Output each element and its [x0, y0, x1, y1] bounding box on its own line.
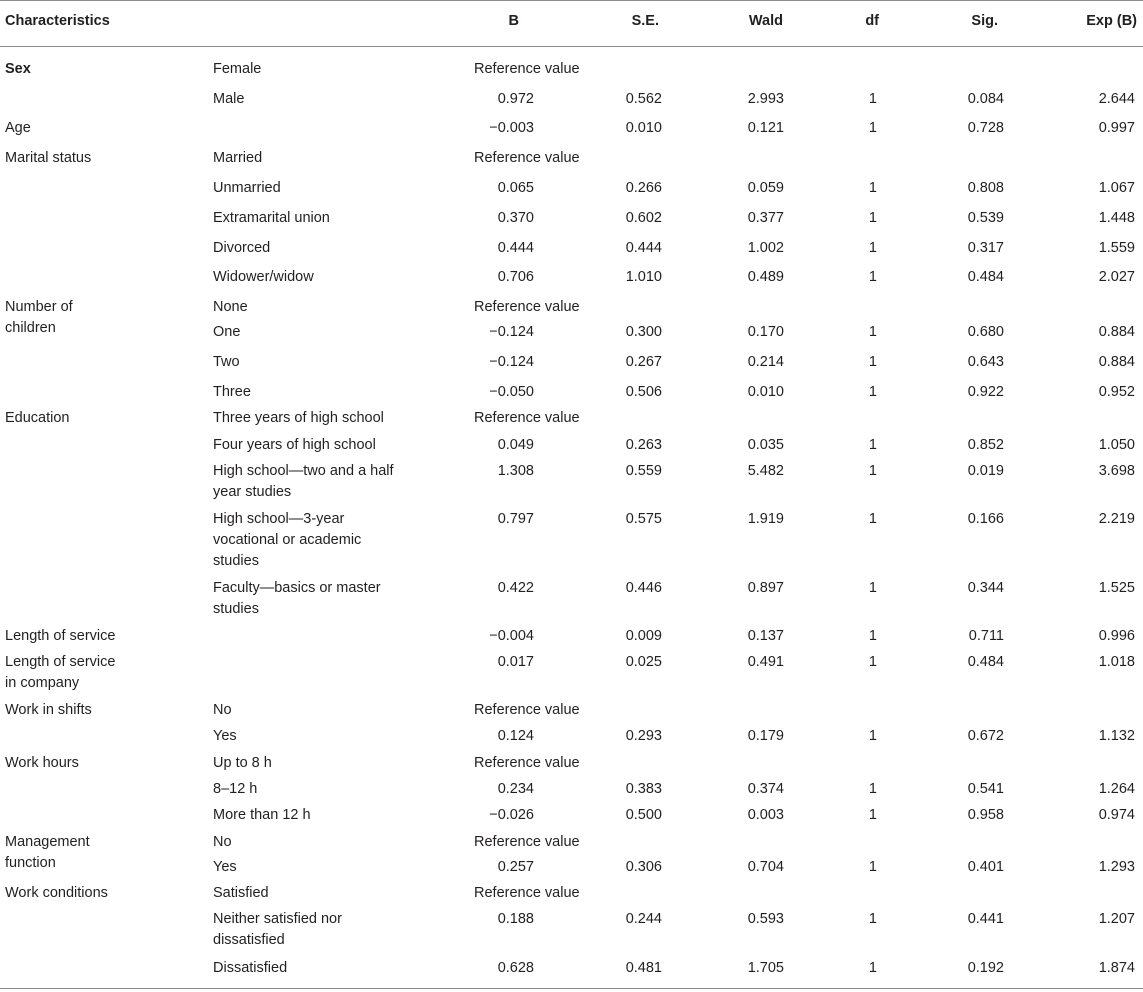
row-df-value: 1: [868, 269, 877, 285]
row-characteristic: Management function: [5, 834, 90, 871]
row-df-value: 1: [868, 807, 877, 823]
row-category: Married: [213, 150, 263, 166]
row-expb-value: 0.997: [1098, 120, 1135, 136]
row-sig-value: 0.084: [967, 91, 1004, 107]
row-b-value: −0.004: [489, 628, 534, 644]
row-expb-value: 1.559: [1098, 240, 1135, 256]
row-category: Faculty—basics or master studies: [213, 580, 381, 617]
row-reference-value: Reference value: [474, 755, 580, 771]
row-category: High school—two and a half year studies: [213, 463, 394, 500]
row-df-value: 1: [868, 654, 877, 670]
row-expb-value: 0.884: [1098, 354, 1135, 370]
row-category: Male: [213, 91, 245, 107]
row-df-value: 1: [868, 437, 877, 453]
row-wald-value: 1.705: [747, 960, 784, 976]
header-sig: Sig.: [971, 13, 998, 29]
row-wald-value: 0.179: [747, 728, 784, 744]
row-wald-value: 0.897: [747, 580, 784, 596]
row-df-value: 1: [868, 781, 877, 797]
row-b-value: 0.444: [497, 240, 534, 256]
row-reference-value: Reference value: [474, 410, 580, 426]
row-b-value: −0.124: [489, 354, 534, 370]
row-category: 8–12 h: [213, 781, 258, 797]
row-expb-value: 0.974: [1098, 807, 1135, 823]
row-df-value: 1: [868, 463, 877, 479]
row-sig-value: 0.680: [967, 324, 1004, 340]
row-se-value: 0.266: [625, 180, 662, 196]
row-b-value: −0.124: [489, 324, 534, 340]
row-sig-value: 0.441: [967, 911, 1004, 927]
row-characteristic: Work in shifts: [5, 702, 92, 718]
row-expb-value: 1.207: [1098, 911, 1135, 927]
row-b-value: 0.065: [497, 180, 534, 196]
row-wald-value: 0.593: [747, 911, 784, 927]
row-category: No: [213, 702, 232, 718]
row-category: Yes: [213, 728, 237, 744]
header-bottom-rule: [0, 46, 1143, 47]
row-sig-value: 0.539: [967, 210, 1004, 226]
row-df-value: 1: [868, 728, 877, 744]
row-se-value: 0.506: [625, 384, 662, 400]
row-df-value: 1: [868, 384, 877, 400]
row-b-value: −0.003: [489, 120, 534, 136]
row-df-value: 1: [868, 180, 877, 196]
row-wald-value: 0.170: [747, 324, 784, 340]
row-expb-value: 1.293: [1098, 859, 1135, 875]
row-sig-value: 0.672: [967, 728, 1004, 744]
header-b: B: [508, 13, 519, 29]
row-wald-value: 0.010: [747, 384, 784, 400]
row-se-value: 0.602: [625, 210, 662, 226]
row-characteristic: Sex: [5, 61, 31, 77]
row-characteristic: Work conditions: [5, 885, 108, 901]
row-category: No: [213, 834, 232, 850]
row-category: Three years of high school: [213, 410, 384, 426]
row-df-value: 1: [868, 354, 877, 370]
row-sig-value: 0.711: [968, 628, 1004, 644]
row-reference-value: Reference value: [474, 61, 580, 77]
row-se-value: 0.025: [625, 654, 662, 670]
row-b-value: 0.422: [497, 580, 534, 596]
row-b-value: 0.124: [497, 728, 534, 744]
row-df-value: 1: [868, 120, 877, 136]
row-se-value: 0.481: [625, 960, 662, 976]
row-sig-value: 0.541: [967, 781, 1004, 797]
row-category: Two: [213, 354, 240, 370]
row-se-value: 0.575: [625, 511, 662, 527]
row-characteristic: Number of children: [5, 299, 73, 336]
row-b-value: 0.017: [497, 654, 534, 670]
row-se-value: 0.562: [625, 91, 662, 107]
row-expb-value: 2.219: [1098, 511, 1135, 527]
row-expb-value: 0.884: [1098, 324, 1135, 340]
row-df-value: 1: [868, 628, 877, 644]
row-b-value: 0.706: [497, 269, 534, 285]
row-category: Three: [213, 384, 251, 400]
row-b-value: 0.370: [497, 210, 534, 226]
row-category: Satisfied: [213, 885, 269, 901]
row-reference-value: Reference value: [474, 885, 580, 901]
row-sig-value: 0.166: [967, 511, 1004, 527]
row-se-value: 0.244: [625, 911, 662, 927]
row-category: One: [213, 324, 241, 340]
row-category: Up to 8 h: [213, 755, 272, 771]
row-wald-value: 1.002: [747, 240, 784, 256]
row-wald-value: 0.489: [747, 269, 784, 285]
row-b-value: 0.972: [497, 91, 534, 107]
row-se-value: 0.300: [625, 324, 662, 340]
row-se-value: 0.500: [625, 807, 662, 823]
row-sig-value: 0.317: [967, 240, 1004, 256]
row-expb-value: 2.027: [1098, 269, 1135, 285]
row-wald-value: 0.374: [747, 781, 784, 797]
row-category: Dissatisfied: [213, 960, 288, 976]
row-wald-value: 0.059: [747, 180, 784, 196]
row-se-value: 0.446: [625, 580, 662, 596]
row-characteristic: Length of service in company: [5, 654, 116, 691]
row-category: Four years of high school: [213, 437, 376, 453]
row-sig-value: 0.401: [967, 859, 1004, 875]
row-category: Extramarital union: [213, 210, 330, 226]
row-df-value: 1: [868, 240, 877, 256]
row-sig-value: 0.192: [967, 960, 1004, 976]
row-wald-value: 1.919: [747, 511, 784, 527]
row-se-value: 0.383: [625, 781, 662, 797]
table-bottom-rule: [0, 988, 1143, 989]
row-expb-value: 1.264: [1098, 781, 1135, 797]
row-df-value: 1: [868, 210, 877, 226]
row-characteristic: Length of service: [5, 628, 116, 644]
row-se-value: 0.293: [625, 728, 662, 744]
row-wald-value: 2.993: [747, 91, 784, 107]
header-df: df: [865, 13, 879, 29]
row-wald-value: 0.491: [747, 654, 784, 670]
row-category: More than 12 h: [213, 807, 311, 823]
header-expb: Exp (B): [1086, 13, 1137, 29]
row-se-value: 0.444: [625, 240, 662, 256]
row-expb-value: 2.644: [1098, 91, 1135, 107]
row-sig-value: 0.808: [967, 180, 1004, 196]
row-df-value: 1: [868, 960, 877, 976]
row-b-value: −0.050: [489, 384, 534, 400]
table-top-rule: [0, 0, 1143, 1]
row-category: Divorced: [213, 240, 271, 256]
row-b-value: 0.188: [497, 911, 534, 927]
row-b-value: 0.049: [497, 437, 534, 453]
row-sig-value: 0.484: [967, 269, 1004, 285]
row-b-value: 0.797: [497, 511, 534, 527]
row-wald-value: 0.704: [747, 859, 784, 875]
row-expb-value: 1.132: [1098, 728, 1135, 744]
row-expb-value: 3.698: [1098, 463, 1135, 479]
row-wald-value: 0.214: [747, 354, 784, 370]
row-sig-value: 0.643: [967, 354, 1004, 370]
row-category: High school—3-year vocational or academic studies: [213, 511, 362, 569]
row-se-value: 1.010: [625, 269, 662, 285]
row-expb-value: 1.874: [1098, 960, 1135, 976]
row-b-value: 0.628: [497, 960, 534, 976]
header-wald: Wald: [748, 13, 783, 29]
row-category: Widower/widow: [213, 269, 314, 285]
row-reference-value: Reference value: [474, 702, 580, 718]
row-expb-value: 0.996: [1098, 628, 1135, 644]
row-df-value: 1: [868, 91, 877, 107]
row-se-value: 0.267: [625, 354, 662, 370]
row-category: Yes: [213, 859, 237, 875]
row-sig-value: 0.728: [967, 120, 1004, 136]
row-df-value: 1: [868, 511, 877, 527]
row-characteristic: Marital status: [5, 150, 92, 166]
row-df-value: 1: [868, 859, 877, 875]
row-se-value: 0.009: [625, 628, 662, 644]
row-expb-value: 0.952: [1098, 384, 1135, 400]
row-wald-value: 0.003: [747, 807, 784, 823]
row-characteristic: Education: [5, 410, 70, 426]
row-category: Female: [213, 61, 262, 77]
row-sig-value: 0.484: [967, 654, 1004, 670]
row-se-value: 0.010: [625, 120, 662, 136]
row-category: Unmarried: [213, 180, 281, 196]
row-df-value: 1: [868, 911, 877, 927]
header-se: S.E.: [631, 13, 659, 29]
row-se-value: 0.306: [625, 859, 662, 875]
row-df-value: 1: [868, 580, 877, 596]
row-sig-value: 0.019: [967, 463, 1004, 479]
row-b-value: 0.257: [497, 859, 534, 875]
row-category: None: [213, 299, 248, 315]
row-wald-value: 0.035: [747, 437, 784, 453]
row-b-value: 1.308: [497, 463, 534, 479]
row-category: Neither satisfied nor dissatisfied: [213, 911, 342, 948]
row-wald-value: 5.482: [747, 463, 784, 479]
row-b-value: −0.026: [489, 807, 534, 823]
row-se-value: 0.559: [625, 463, 662, 479]
row-sig-value: 0.922: [967, 384, 1004, 400]
row-characteristic: Age: [5, 120, 31, 136]
row-sig-value: 0.344: [967, 580, 1004, 596]
row-expb-value: 1.448: [1098, 210, 1135, 226]
row-reference-value: Reference value: [474, 150, 580, 166]
row-expb-value: 1.525: [1098, 580, 1135, 596]
row-expb-value: 1.018: [1098, 654, 1135, 670]
row-b-value: 0.234: [497, 781, 534, 797]
row-wald-value: 0.137: [747, 628, 784, 644]
row-expb-value: 1.067: [1098, 180, 1135, 196]
row-se-value: 0.263: [625, 437, 662, 453]
row-sig-value: 0.958: [967, 807, 1004, 823]
header-characteristics: Characteristics: [5, 13, 110, 29]
row-expb-value: 1.050: [1098, 437, 1135, 453]
row-wald-value: 0.121: [747, 120, 784, 136]
row-df-value: 1: [868, 324, 877, 340]
row-characteristic: Work hours: [5, 755, 79, 771]
row-wald-value: 0.377: [747, 210, 784, 226]
row-reference-value: Reference value: [474, 299, 580, 315]
row-sig-value: 0.852: [967, 437, 1004, 453]
row-reference-value: Reference value: [474, 834, 580, 850]
